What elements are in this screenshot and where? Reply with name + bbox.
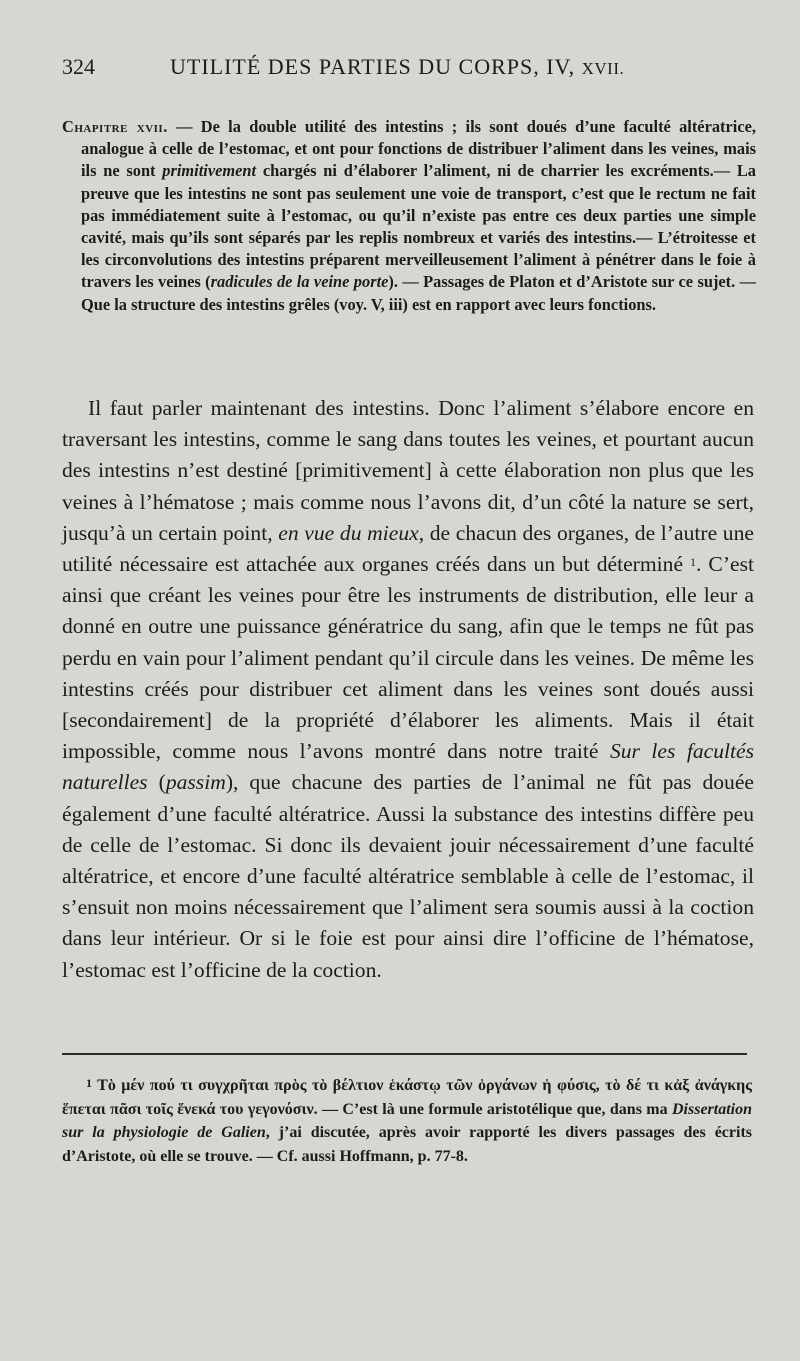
- body-text-run: , de chacun des organes, de l’autre une utilité nécessaire est attachée aux organes créés dans un but déterminé: [62, 520, 754, 577]
- running-head: [170, 54, 624, 80]
- footnote-text: , j’ai discutée, après avoir rapporté les divers passages des écrits d’Aristote, où elle se trouve. — Cf. aussi Hoffmann, p. 77-8.: [62, 1124, 752, 1165]
- page-number: 324: [62, 54, 95, 79]
- chapter-summary: [62, 116, 756, 316]
- footnote-greek-quote: Τὸ μέν πού τι συγχρῆται πρὸς τὸ βέλτιον ἑκάστῳ τῶν ὀργάνων ἡ φύσις, τὸ δέ τι κἀξ ἀνάγκης ἕπεται πᾶσι τοῖς ἕνεκά του γεγονόσιν.: [62, 1077, 752, 1118]
- body-text-run: . C’est ainsi que créant les veines pour être les instruments de distribution, elle leur a donné en outre une puissance génératrice du sang, afin que le temps ne fût pas perdu en vain pour l’aliment pendant qu’il circule dans les veines. De même les intestins créés pour distribuer cet aliment dans les veines sont doués aussi [secondairement] de la propriété d’élaborer les aliments. Mais il était impossible, comme nous l’avons montré dans notre traité: [62, 552, 754, 764]
- footnote-italic: Dissertation sur la physiologie de Galien: [62, 1100, 753, 1141]
- summary-paragraph: [62, 116, 756, 316]
- summary-italic: primitivement: [162, 161, 257, 181]
- footnote-mark: 1: [86, 1076, 92, 1090]
- body-italic: en vue du mieux: [278, 520, 419, 545]
- summary-italic: radicules de la veine porte: [210, 272, 389, 292]
- body-text-run: (: [147, 770, 166, 795]
- main-text: [62, 393, 754, 986]
- footnote-paragraph: [62, 1074, 752, 1168]
- summary-text: chargés ni d’élaborer l’aliment, ni de charrier les excréments.— La preuve que les intestins ne sont pas seulement une voie de transport, c’est que le rectum ne fait pas immédiatement suite à l’estomac, ou qu’il n’existe pas entre ces deux parties une simple cavité, mais qu’ils sont séparés par les replis nombreux et variés des intestins.— L’étroitesse et les circonvolutions des intestins préparent merveilleusement l’aliment à pénétrer dans le foie à travers les veines (: [81, 161, 756, 292]
- footnote-reference[interactable]: 1: [690, 555, 697, 570]
- body-italic: Sur les facultés naturelles: [62, 739, 754, 795]
- summary-text: — De la double utilité des intestins ; ils sont doués d’une faculté altératrice, analogue à celle de l’estomac, et ont pour fonctions de distribuer l’aliment dans les veines, mais ils ne sont: [81, 117, 756, 181]
- running-head-chapter: XVII.: [581, 59, 625, 78]
- footnote: [62, 1074, 752, 1168]
- body-text-run: Il faut parler maintenant des intestins. Donc l’aliment s’élabore encore en traversant les intestins, comme le sang dans toutes les veines, et pourtant aucun des intestins n’est destiné [primitivement] à cette élaboration non plus que les veines à l’hématose ; mais comme nous l’avons dit, d’un côté la nature se sert, jusqu’à un certain point,: [62, 396, 754, 545]
- body-text-run: ), que chacune des parties de l’animal ne fût pas douée également d’une faculté altératrice. Aussi la substance des intestins diffère peu de celle de l’estomac. Si donc ils devaient jouir nécessairement d’une faculté altératrice, et encore d’une faculté altératrice semblable à celle de l’estomac, il s’ensuit non moins nécessairement que l’aliment sera soumis aussi à la coction dans leur intérieur. Or si le foie est pour ainsi dire l’officine de l’hématose, l’estomac est l’officine de la coction.: [62, 770, 755, 982]
- chapter-label: Chapitre xvii.: [62, 117, 168, 136]
- running-head-title: UTILITÉ DES PARTIES DU CORPS, IV,: [170, 54, 582, 79]
- body-italic: passim: [165, 770, 226, 795]
- body-paragraph: [62, 393, 754, 986]
- footnote-divider: [62, 1053, 747, 1055]
- summary-text: ). — Passages de Platon et d’Aristote sur ce sujet. — Que la structure des intestins grêles (voy. V, iii) est en rapport avec leurs fonctions.: [81, 272, 756, 314]
- footnote-text: — C’est là une formule aristotélique que, dans ma: [317, 1100, 672, 1118]
- page-header: [62, 54, 742, 88]
